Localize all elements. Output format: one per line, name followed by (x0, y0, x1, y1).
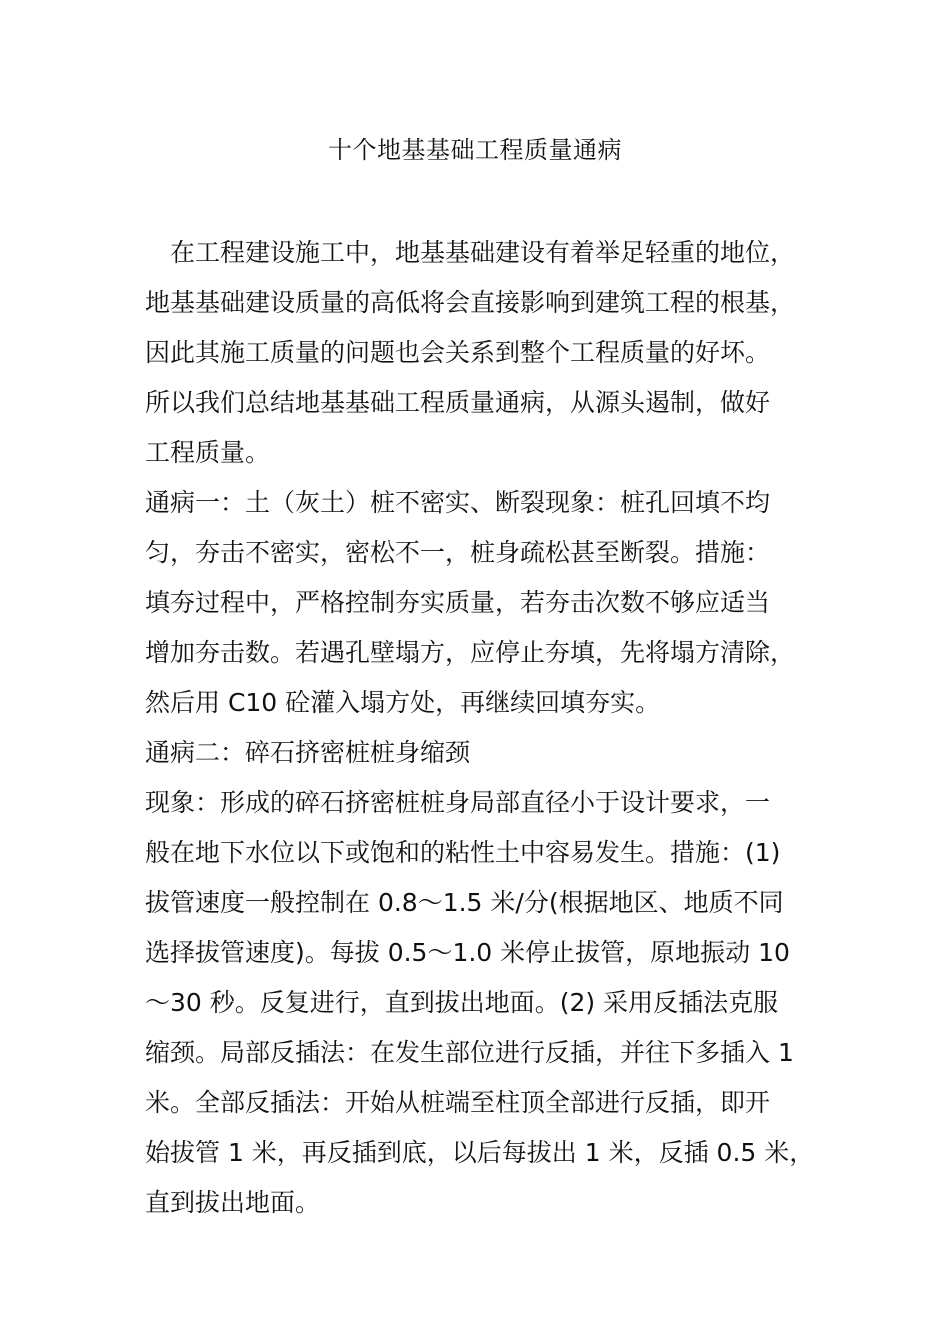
body-line: 通病一：土（灰土）桩不密实、断裂现象：桩孔回填不均 (145, 488, 771, 517)
body-line: 增加夯击数。若遇孔壁塌方，应停止夯填，先将塌方清除， (145, 638, 796, 667)
body-line: 选择拔管速度)。每拔 0.5～1.0 米停止拔管，原地振动 10 (145, 938, 790, 967)
document-title: 十个地基基础工程质量通病 (328, 136, 622, 164)
body-line: 在工程建设施工中，地基基础建设有着举足轻重的地位， (145, 238, 796, 267)
body-line: 因此其施工质量的问题也会关系到整个工程质量的好坏。 (145, 338, 771, 367)
body-line: 直到拔出地面。 (145, 1188, 321, 1217)
document-body (145, 228, 815, 1228)
body-line: 通病二：碎石挤密桩桩身缩颈 (145, 738, 471, 767)
body-line: 地基基础建设质量的高低将会直接影响到建筑工程的根基， (145, 288, 796, 317)
body-line: 缩颈。局部反插法：在发生部位进行反插，并往下多插入 1 (145, 1038, 794, 1067)
body-line: 米。全部反插法：开始从桩端至柱顶全部进行反插，即开 (145, 1088, 771, 1117)
body-line: 工程质量。 (145, 438, 271, 467)
body-line: 拔管速度一般控制在 0.8～1.5 米/分(根据地区、地质不同 (145, 888, 784, 917)
body-line: 所以我们总结地基基础工程质量通病，从源头遏制，做好 (145, 388, 771, 417)
body-line: 然后用 C10 砼灌入塌方处，再继续回填夯实。 (145, 688, 661, 717)
body-line: 般在地下水位以下或饱和的粘性土中容易发生。措施：(1) (145, 838, 781, 867)
body-line: 填夯过程中，严格控制夯实质量，若夯击次数不够应适当 (145, 588, 771, 617)
body-line: 现象：形成的碎石挤密桩桩身局部直径小于设计要求，一 (145, 788, 771, 817)
body-line: 匀，夯击不密实，密松不一，桩身疏松甚至断裂。措施： (145, 538, 771, 567)
body-line: ～30 秒。反复进行，直到拔出地面。(2) 采用反插法克服 (145, 988, 779, 1017)
body-line: 始拔管 1 米，再反插到底，以后每拔出 1 米，反插 0.5 米， (145, 1138, 815, 1167)
